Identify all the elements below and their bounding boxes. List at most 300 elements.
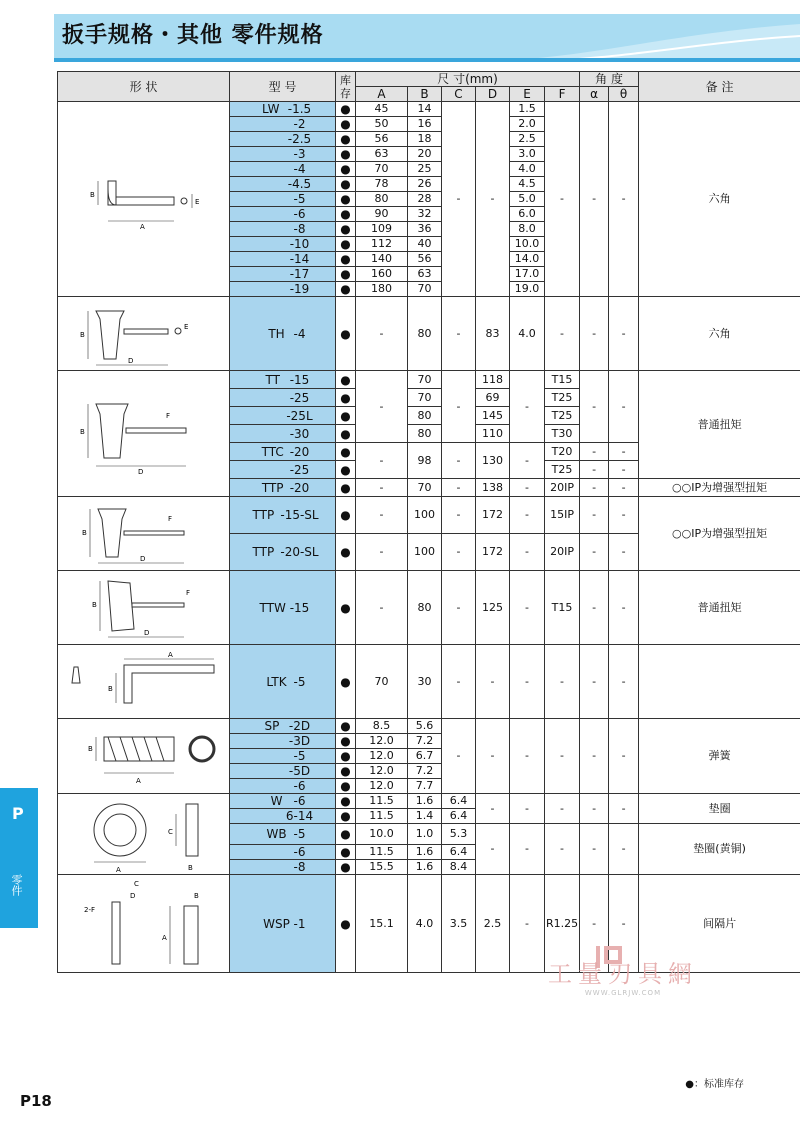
model-size: -17 bbox=[289, 267, 310, 281]
cell-e: 2.0 bbox=[510, 117, 545, 132]
cell-b: 7.2 bbox=[408, 734, 442, 749]
cell-f: - bbox=[545, 297, 580, 371]
stock-mark: ● bbox=[336, 177, 356, 192]
cell-a: 15.1 bbox=[356, 875, 408, 973]
svg-text:B: B bbox=[187, 864, 193, 872]
svg-text:C: C bbox=[133, 879, 139, 888]
stock-mark: ● bbox=[336, 371, 356, 389]
model-series: TTW bbox=[259, 600, 286, 615]
wsp-shape-cell bbox=[58, 875, 230, 973]
cell-d: 69 bbox=[476, 389, 510, 407]
cell-theta: - bbox=[609, 824, 639, 875]
spec-table bbox=[57, 71, 800, 973]
cell-b: 1.6 bbox=[408, 845, 442, 860]
cell-e: - bbox=[510, 824, 545, 875]
svg-text:B: B bbox=[81, 528, 87, 537]
cell-f: - bbox=[545, 794, 580, 824]
model-size: -20-SL bbox=[280, 545, 319, 559]
cell-b: 7.7 bbox=[408, 779, 442, 794]
model-cell bbox=[230, 132, 336, 147]
cell-theta: - bbox=[609, 719, 639, 794]
stock-mark: ● bbox=[336, 875, 356, 973]
cell-alpha: - bbox=[580, 443, 609, 461]
cell-a: 11.5 bbox=[356, 794, 408, 809]
cell-f: 20IP bbox=[545, 479, 580, 497]
stock-mark: ● bbox=[336, 734, 356, 749]
cell-f: R1.25 bbox=[545, 875, 580, 973]
tt-shape-cell bbox=[58, 371, 230, 497]
cell-d: 125 bbox=[476, 571, 510, 645]
stock-mark: ● bbox=[336, 479, 356, 497]
cell-b: 18 bbox=[408, 132, 442, 147]
model-size: -19 bbox=[289, 282, 310, 296]
model-series: TTP bbox=[261, 480, 284, 495]
model-series: TH bbox=[268, 326, 285, 341]
cell-e: 3.0 bbox=[510, 147, 545, 162]
model-cell bbox=[230, 809, 336, 824]
title-wave-decoration bbox=[460, 14, 800, 62]
stock-legend: ●：标准库存 bbox=[685, 1079, 744, 1090]
cell-b: 1.6 bbox=[408, 860, 442, 875]
svg-text:A: A bbox=[139, 223, 145, 231]
model-size: -2 bbox=[293, 117, 306, 131]
cell-c: 3.5 bbox=[442, 875, 476, 973]
model-size: -5 bbox=[293, 674, 306, 689]
cell-e: - bbox=[510, 719, 545, 794]
watermark-sub: WWW.GLRJW.COM bbox=[584, 989, 662, 997]
cell-e: - bbox=[510, 571, 545, 645]
ltk-shape-cell bbox=[58, 645, 230, 719]
model-cell bbox=[230, 102, 336, 117]
model-size: -15 bbox=[289, 372, 310, 387]
model-cell bbox=[230, 845, 336, 860]
stock-mark: ● bbox=[336, 407, 356, 425]
stock-mark: ● bbox=[336, 222, 356, 237]
cell-a: 70 bbox=[356, 645, 408, 719]
header-col-alpha: α bbox=[580, 87, 609, 102]
svg-text:A: A bbox=[135, 777, 141, 785]
cell-a: - bbox=[356, 443, 408, 479]
cell-a: 80 bbox=[356, 192, 408, 207]
model-size: -8 bbox=[293, 860, 306, 874]
svg-text:B: B bbox=[107, 684, 113, 693]
stock-mark: ● bbox=[336, 571, 356, 645]
model-cell bbox=[230, 297, 336, 371]
cell-e: - bbox=[510, 443, 545, 479]
svg-text:E: E bbox=[194, 198, 199, 206]
cell-f: 20IP bbox=[545, 534, 580, 571]
model-cell bbox=[230, 534, 336, 571]
table-row bbox=[58, 719, 800, 734]
model-cell bbox=[230, 177, 336, 192]
cell-alpha: - bbox=[580, 875, 609, 973]
cell-d: 83 bbox=[476, 297, 510, 371]
cell-theta: - bbox=[609, 645, 639, 719]
cell-note: 普通扭矩 bbox=[639, 371, 800, 479]
model-cell bbox=[230, 571, 336, 645]
spec-body bbox=[58, 102, 800, 973]
stock-mark: ● bbox=[336, 117, 356, 132]
model-size: -2D bbox=[288, 719, 311, 733]
header-col-f: F bbox=[545, 87, 580, 102]
cell-d: - bbox=[476, 102, 510, 297]
model-cell bbox=[230, 764, 336, 779]
model-series: LW bbox=[262, 102, 280, 116]
cell-a: 8.5 bbox=[356, 719, 408, 734]
header-stock: 库存 bbox=[336, 72, 356, 102]
cell-a: 50 bbox=[356, 117, 408, 132]
svg-text:B: B bbox=[79, 427, 85, 436]
cell-a: 160 bbox=[356, 267, 408, 282]
cell-e: - bbox=[510, 645, 545, 719]
stock-mark: ● bbox=[336, 237, 356, 252]
cell-note: 弹簧 bbox=[639, 719, 800, 794]
stock-mark: ● bbox=[336, 719, 356, 734]
cell-a: 140 bbox=[356, 252, 408, 267]
cell-note: 六角 bbox=[639, 297, 800, 371]
stock-mark: ● bbox=[336, 645, 356, 719]
cell-b: 70 bbox=[408, 479, 442, 497]
cell-c: - bbox=[442, 534, 476, 571]
cell-a: 15.5 bbox=[356, 860, 408, 875]
svg-text:B: B bbox=[89, 191, 95, 199]
cell-b: 36 bbox=[408, 222, 442, 237]
cell-d: 172 bbox=[476, 497, 510, 534]
table-row bbox=[58, 497, 800, 534]
model-size: -15-SL bbox=[280, 508, 319, 522]
header-model: 型 号 bbox=[230, 72, 336, 102]
cell-a: - bbox=[356, 571, 408, 645]
model-cell bbox=[230, 252, 336, 267]
header-col-a: A bbox=[356, 87, 408, 102]
table-row bbox=[58, 371, 800, 389]
cell-theta: - bbox=[609, 479, 639, 497]
model-size: -6 bbox=[293, 207, 306, 221]
model-size: -6 bbox=[293, 794, 306, 808]
model-size: -4 bbox=[293, 326, 306, 341]
model-size: -3D bbox=[288, 734, 311, 748]
ttw-shape-drawing bbox=[64, 573, 224, 643]
side-tab bbox=[0, 788, 38, 928]
model-cell bbox=[230, 479, 336, 497]
cell-b: 100 bbox=[408, 534, 442, 571]
cell-b: 80 bbox=[408, 571, 442, 645]
cell-alpha: - bbox=[580, 645, 609, 719]
stock-mark: ● bbox=[336, 207, 356, 222]
cell-alpha: - bbox=[580, 824, 609, 875]
th-shape-drawing bbox=[64, 299, 224, 369]
cell-b: 30 bbox=[408, 645, 442, 719]
model-size: -6 bbox=[293, 845, 306, 859]
cell-b: 20 bbox=[408, 147, 442, 162]
cell-b: 16 bbox=[408, 117, 442, 132]
cell-c: - bbox=[442, 497, 476, 534]
model-cell bbox=[230, 734, 336, 749]
cell-d: - bbox=[476, 645, 510, 719]
cell-theta: - bbox=[609, 794, 639, 824]
model-size: -15 bbox=[289, 600, 310, 615]
svg-text:E: E bbox=[183, 322, 188, 331]
model-size: -1 bbox=[293, 916, 306, 931]
cell-a: 11.5 bbox=[356, 845, 408, 860]
cell-b: 26 bbox=[408, 177, 442, 192]
stock-mark: ● bbox=[336, 252, 356, 267]
model-cell bbox=[230, 282, 336, 297]
model-cell bbox=[230, 117, 336, 132]
model-cell bbox=[230, 207, 336, 222]
model-series: TTP bbox=[252, 508, 275, 522]
cell-b: 7.2 bbox=[408, 764, 442, 779]
cell-f: - bbox=[545, 102, 580, 297]
cell-theta: - bbox=[609, 461, 639, 479]
tt-shape-drawing bbox=[64, 374, 224, 494]
cell-b: 100 bbox=[408, 497, 442, 534]
cell-a: 10.0 bbox=[356, 824, 408, 845]
model-size: -5D bbox=[288, 764, 311, 778]
cell-theta: - bbox=[609, 371, 639, 443]
stock-mark: ● bbox=[336, 809, 356, 824]
svg-text:D: D bbox=[137, 467, 143, 476]
cell-d: 130 bbox=[476, 443, 510, 479]
cell-e: 14.0 bbox=[510, 252, 545, 267]
cell-alpha: - bbox=[580, 794, 609, 824]
cell-f: T25 bbox=[545, 389, 580, 407]
model-size: -3 bbox=[293, 147, 306, 161]
cell-a: 90 bbox=[356, 207, 408, 222]
cell-alpha: - bbox=[580, 297, 609, 371]
header-angle: 角 度 bbox=[580, 72, 639, 87]
cell-e: 1.5 bbox=[510, 102, 545, 117]
stock-mark: ● bbox=[336, 779, 356, 794]
cell-a: - bbox=[356, 371, 408, 443]
svg-text:2-F: 2-F bbox=[83, 905, 95, 914]
stock-mark: ● bbox=[336, 147, 356, 162]
model-size: -25 bbox=[289, 390, 310, 405]
cell-e: - bbox=[510, 875, 545, 973]
model-size: -1.5 bbox=[287, 102, 312, 116]
cell-d: 145 bbox=[476, 407, 510, 425]
model-cell bbox=[230, 222, 336, 237]
stock-mark: ● bbox=[336, 845, 356, 860]
cell-theta: - bbox=[609, 534, 639, 571]
table-row bbox=[58, 645, 800, 719]
cell-f: 15IP bbox=[545, 497, 580, 534]
stock-mark: ● bbox=[336, 534, 356, 571]
cell-a: - bbox=[356, 534, 408, 571]
stock-mark: ● bbox=[336, 132, 356, 147]
cell-e: - bbox=[510, 497, 545, 534]
cell-e: - bbox=[510, 534, 545, 571]
cell-b: 80 bbox=[408, 407, 442, 425]
model-size: -5 bbox=[293, 827, 306, 841]
cell-theta: - bbox=[609, 875, 639, 973]
cell-alpha: - bbox=[580, 571, 609, 645]
stock-mark: ● bbox=[336, 425, 356, 443]
model-cell bbox=[230, 192, 336, 207]
cell-theta: - bbox=[609, 102, 639, 297]
table-row bbox=[58, 571, 800, 645]
cell-theta: - bbox=[609, 297, 639, 371]
model-size: -8 bbox=[293, 222, 306, 236]
stock-mark: ● bbox=[336, 297, 356, 371]
stock-mark: ● bbox=[336, 749, 356, 764]
ttp-sl-shape-drawing bbox=[64, 499, 224, 569]
watermark-main: 工量刃具網 bbox=[548, 960, 698, 988]
cell-b: 5.6 bbox=[408, 719, 442, 734]
model-size: -30 bbox=[289, 426, 310, 441]
cell-b: 40 bbox=[408, 237, 442, 252]
model-cell bbox=[230, 389, 336, 407]
sp-shape-cell bbox=[58, 719, 230, 794]
cell-a: - bbox=[356, 497, 408, 534]
svg-text:A: A bbox=[115, 866, 121, 874]
cell-e: 5.0 bbox=[510, 192, 545, 207]
cell-b: 80 bbox=[408, 297, 442, 371]
model-size: -10 bbox=[289, 237, 310, 251]
cell-e: 4.0 bbox=[510, 297, 545, 371]
model-cell bbox=[230, 371, 336, 389]
th-shape-cell bbox=[58, 297, 230, 371]
cell-alpha: - bbox=[580, 719, 609, 794]
w-shape-cell bbox=[58, 794, 230, 875]
table-row bbox=[58, 102, 800, 117]
ttw-shape-cell bbox=[58, 571, 230, 645]
cell-c: - bbox=[442, 297, 476, 371]
model-series: TTC bbox=[261, 444, 284, 459]
header-shape: 形 状 bbox=[58, 72, 230, 102]
header-col-c: C bbox=[442, 87, 476, 102]
model-size: -14 bbox=[289, 252, 310, 266]
cell-e: 8.0 bbox=[510, 222, 545, 237]
title-underline bbox=[54, 58, 800, 62]
svg-text:F: F bbox=[185, 588, 190, 597]
cell-e: 17.0 bbox=[510, 267, 545, 282]
spacer-shape-drawing bbox=[64, 876, 224, 972]
cell-f: T15 bbox=[545, 371, 580, 389]
cell-b: 56 bbox=[408, 252, 442, 267]
washer-shape-drawing bbox=[64, 794, 224, 874]
cell-c: - bbox=[442, 443, 476, 479]
svg-text:D: D bbox=[143, 628, 149, 637]
model-cell bbox=[230, 267, 336, 282]
cell-c: - bbox=[442, 371, 476, 443]
model-cell bbox=[230, 425, 336, 443]
cell-d: - bbox=[476, 824, 510, 875]
ltk-shape-drawing bbox=[64, 647, 224, 717]
cell-note: 普通扭矩 bbox=[639, 571, 800, 645]
model-cell bbox=[230, 461, 336, 479]
cell-b: 98 bbox=[408, 443, 442, 479]
svg-text:A: A bbox=[167, 650, 173, 659]
cell-f: T25 bbox=[545, 461, 580, 479]
cell-c: - bbox=[442, 479, 476, 497]
cell-c: 6.4 bbox=[442, 794, 476, 809]
model-size: -4 bbox=[293, 162, 306, 176]
cell-a: 63 bbox=[356, 147, 408, 162]
model-size: -2.5 bbox=[287, 132, 312, 146]
model-series: TT bbox=[265, 372, 280, 387]
cell-a: 78 bbox=[356, 177, 408, 192]
cell-e: 4.5 bbox=[510, 177, 545, 192]
sp-shape-drawing bbox=[64, 721, 224, 791]
cell-alpha: - bbox=[580, 497, 609, 534]
cell-c: 5.3 bbox=[442, 824, 476, 845]
cell-a: 12.0 bbox=[356, 749, 408, 764]
cell-a: 11.5 bbox=[356, 809, 408, 824]
model-size: -4.5 bbox=[287, 177, 312, 191]
svg-text:B: B bbox=[193, 891, 199, 900]
model-cell bbox=[230, 443, 336, 461]
cell-b: 70 bbox=[408, 389, 442, 407]
svg-text:F: F bbox=[167, 514, 172, 523]
cell-b: 63 bbox=[408, 267, 442, 282]
cell-theta: - bbox=[609, 497, 639, 534]
svg-text:A: A bbox=[161, 933, 167, 942]
cell-c: - bbox=[442, 719, 476, 794]
stock-mark: ● bbox=[336, 102, 356, 117]
cell-f: T25 bbox=[545, 407, 580, 425]
model-cell bbox=[230, 875, 336, 973]
cell-a: 109 bbox=[356, 222, 408, 237]
stock-mark: ● bbox=[336, 443, 356, 461]
cell-b: 70 bbox=[408, 282, 442, 297]
cell-b: 1.0 bbox=[408, 824, 442, 845]
model-cell bbox=[230, 645, 336, 719]
cell-a: 12.0 bbox=[356, 764, 408, 779]
cell-d: - bbox=[476, 794, 510, 824]
model-cell bbox=[230, 407, 336, 425]
model-cell bbox=[230, 794, 336, 809]
table-row bbox=[58, 297, 800, 371]
page-number: P18 bbox=[20, 1092, 52, 1110]
header-dims: 尺 寸(mm) bbox=[356, 72, 580, 87]
header-col-theta: θ bbox=[609, 87, 639, 102]
cell-d: 138 bbox=[476, 479, 510, 497]
stock-mark: ● bbox=[336, 461, 356, 479]
model-cell bbox=[230, 162, 336, 177]
model-size: -25L bbox=[286, 408, 313, 423]
cell-e: 2.5 bbox=[510, 132, 545, 147]
cell-theta: - bbox=[609, 443, 639, 461]
cell-f: T30 bbox=[545, 425, 580, 443]
cell-f: - bbox=[545, 824, 580, 875]
cell-c: - bbox=[442, 645, 476, 719]
cell-alpha: - bbox=[580, 534, 609, 571]
cell-a: 56 bbox=[356, 132, 408, 147]
watermark bbox=[548, 940, 698, 997]
lw-shape-cell bbox=[58, 102, 230, 297]
model-cell bbox=[230, 749, 336, 764]
model-cell bbox=[230, 497, 336, 534]
cell-alpha: - bbox=[580, 479, 609, 497]
cell-alpha: - bbox=[580, 371, 609, 443]
svg-text:F: F bbox=[165, 411, 170, 420]
cell-a: 112 bbox=[356, 237, 408, 252]
model-cell bbox=[230, 860, 336, 875]
stock-mark: ● bbox=[336, 860, 356, 875]
cell-b: 70 bbox=[408, 371, 442, 389]
header-note: 备 注 bbox=[639, 72, 800, 102]
model-series: WB bbox=[266, 827, 287, 841]
table-row bbox=[58, 794, 800, 809]
model-series: LTK bbox=[266, 674, 287, 689]
cell-d: 172 bbox=[476, 534, 510, 571]
cell-c: 8.4 bbox=[442, 860, 476, 875]
cell-b: 14 bbox=[408, 102, 442, 117]
cell-f: T20 bbox=[545, 443, 580, 461]
cell-b: 6.7 bbox=[408, 749, 442, 764]
cell-e: 4.0 bbox=[510, 162, 545, 177]
